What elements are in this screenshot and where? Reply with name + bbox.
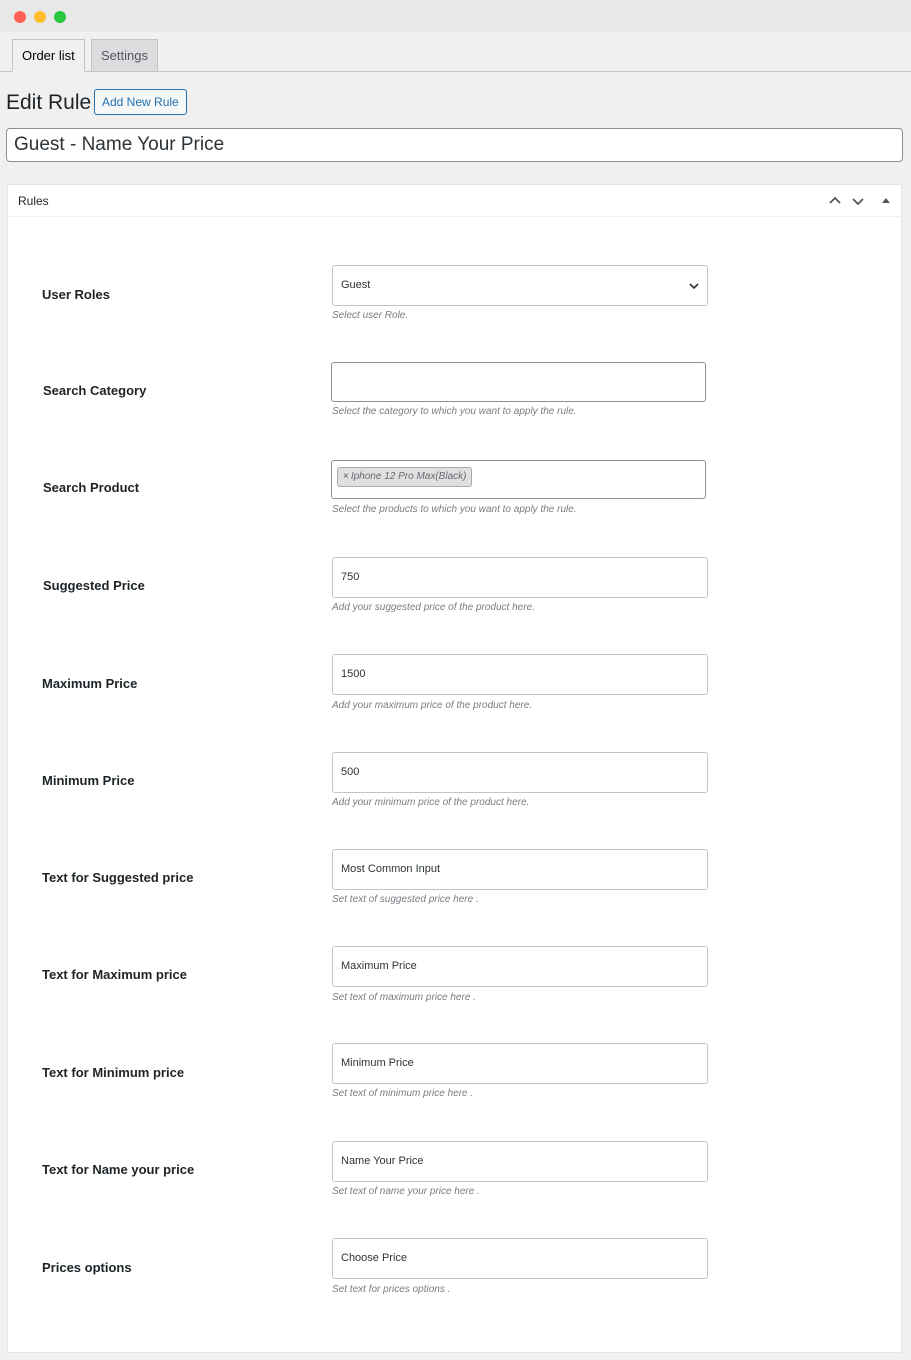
- add-new-rule-button[interactable]: Add New Rule: [94, 89, 187, 115]
- maximum-price-help: Add your maximum price of the product here.: [332, 700, 533, 711]
- user-roles-select[interactable]: [332, 265, 708, 306]
- text-minimum-help: Set text of minimum price here .: [332, 1088, 474, 1099]
- search-product-label: Search Product: [43, 480, 140, 495]
- row-text-maximum: [8, 946, 901, 1026]
- tab-bar: [0, 32, 911, 72]
- suggested-price-input[interactable]: 750: [332, 557, 708, 598]
- text-maximum-label: Text for Maximum price: [42, 967, 187, 982]
- row-suggested-price: [8, 557, 901, 637]
- prices-options-help: Set text for prices options .: [332, 1284, 451, 1295]
- row-text-suggested: [8, 849, 901, 929]
- rules-panel-header: [8, 185, 901, 217]
- text-minimum-input[interactable]: Minimum Price: [332, 1043, 708, 1084]
- maximize-window-button[interactable]: [54, 11, 66, 23]
- search-category-help: Select the category to which you want to apply the rule.: [332, 406, 577, 417]
- chevron-down-icon[interactable]: [849, 192, 867, 210]
- text-name-your-price-input[interactable]: Name Your Price: [332, 1141, 708, 1182]
- user-roles-help: Select user Role.: [332, 310, 409, 321]
- text-maximum-help: Set text of maximum price here .: [332, 992, 476, 1003]
- chevron-up-icon[interactable]: [826, 192, 844, 210]
- rule-title-input[interactable]: Guest - Name Your Price: [6, 128, 903, 162]
- prices-options-input[interactable]: Choose Price: [332, 1238, 708, 1279]
- row-text-minimum: [8, 1043, 901, 1123]
- search-product-help: Select the products to which you want to apply the rule.: [332, 504, 577, 515]
- minimum-price-help: Add your minimum price of the product here.: [332, 797, 530, 808]
- minimum-price-label: Minimum Price: [42, 773, 135, 788]
- text-name-your-price-help: Set text of name your price here .: [332, 1186, 480, 1197]
- user-roles-value: Guest: [341, 279, 371, 291]
- maximum-price-label: Maximum Price: [42, 676, 138, 691]
- text-suggested-help: Set text of suggested price here .: [332, 894, 479, 905]
- chevron-down-icon: [688, 280, 700, 292]
- row-maximum-price: [8, 654, 901, 734]
- tab-order-list[interactable]: Order list: [12, 39, 85, 72]
- maximum-price-input[interactable]: 1500: [332, 654, 708, 695]
- search-category-input[interactable]: [331, 362, 706, 402]
- row-user-roles: [8, 265, 901, 345]
- window-titlebar: [0, 0, 911, 32]
- close-window-button[interactable]: [14, 11, 26, 23]
- rules-panel: [7, 184, 902, 1353]
- user-roles-label: User Roles: [42, 287, 110, 302]
- row-text-name-your-price: [8, 1141, 901, 1221]
- minimize-window-button[interactable]: [34, 11, 46, 23]
- page-title: Edit Rule: [6, 91, 92, 114]
- text-suggested-label: Text for Suggested price: [42, 870, 194, 885]
- search-category-label: Search Category: [43, 383, 147, 398]
- remove-chip-icon[interactable]: ×: [343, 471, 349, 482]
- row-minimum-price: [8, 752, 901, 832]
- selected-product-label: Iphone 12 Pro Max(Black): [350, 471, 467, 482]
- prices-options-label: Prices options: [42, 1260, 132, 1275]
- search-product-input[interactable]: [331, 460, 706, 499]
- text-maximum-input[interactable]: Maximum Price: [332, 946, 708, 987]
- text-name-your-price-label: Text for Name your price: [42, 1162, 195, 1177]
- suggested-price-help: Add your suggested price of the product here.: [332, 602, 535, 613]
- selected-product-chip: [337, 467, 472, 487]
- row-search-product: [8, 460, 901, 540]
- suggested-price-label: Suggested Price: [43, 578, 145, 593]
- row-prices-options: [8, 1238, 901, 1318]
- text-minimum-label: Text for Minimum price: [42, 1065, 185, 1080]
- text-suggested-input[interactable]: Most Common Input: [332, 849, 708, 890]
- rules-panel-title: Rules: [18, 194, 49, 208]
- row-search-category: [8, 362, 901, 442]
- minimum-price-input[interactable]: 500: [332, 752, 708, 793]
- triangle-up-icon[interactable]: [877, 192, 895, 210]
- tab-settings[interactable]: Settings: [91, 39, 158, 72]
